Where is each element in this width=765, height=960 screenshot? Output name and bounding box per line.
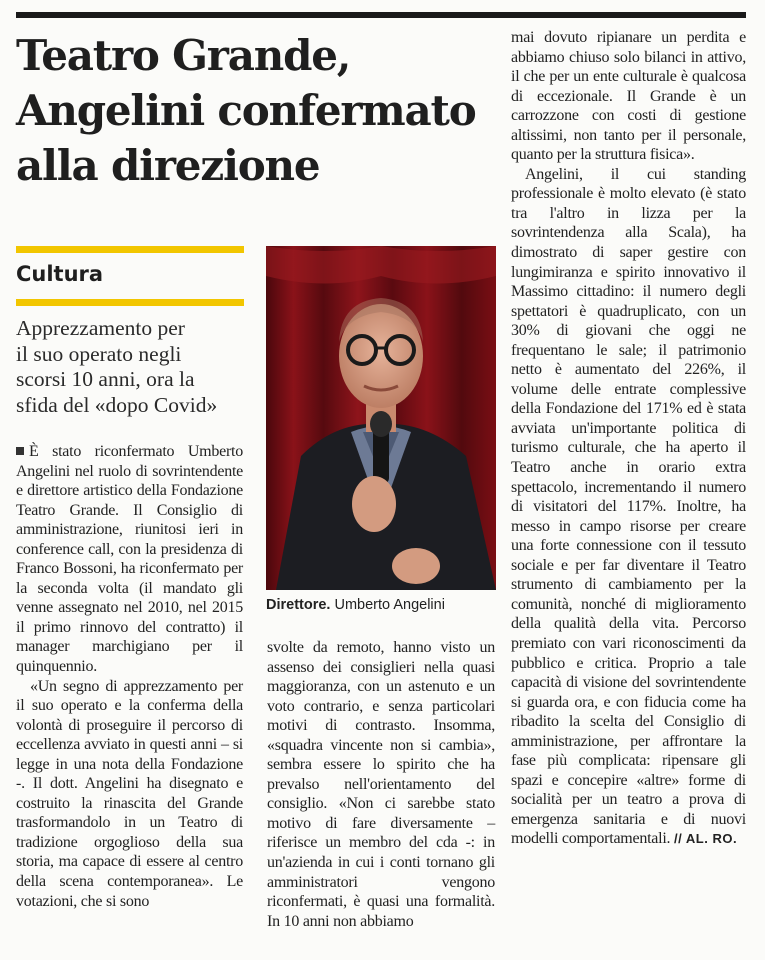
section-label: Cultura: [16, 262, 104, 286]
section-bar-bottom: [16, 299, 244, 306]
deck-line-1: Apprezzamento per: [16, 316, 185, 340]
caption-label: Direttore.: [266, 597, 331, 613]
portrait-illustration: [266, 246, 496, 590]
paragraph-1: È stato riconfermato Umberto Angelini nel ruolo di sovrintendente e direttore artistico della Fondazione Teatro Grande. Il Consiglio di amministrazione, riunitosi ieri in conference call, con la presidenza di Franco Bossoni, ha riconfermato per la seconda volta (il mandato gli venne assegnato nel 2010, nel 2015 il primo rinnovo del contratto) il manager marchigiano per il quinquennio.: [16, 443, 243, 676]
deck-line-3: scorsi 10 anni, ora la: [16, 367, 195, 391]
article-column-1: [16, 442, 243, 911]
deck-line-2: il suo operato negli: [16, 341, 182, 366]
headline-line-3: alla direzione: [16, 141, 320, 190]
paragraph-2: «Un segno di apprezzamento per il suo operato e la conferma della volontà di proseguire il percorso di eccellenza avviato in questi anni – si legge in una nota della Fondazione -. Il dott. Angelini ha disegnato e costruito la rinascita del Grande trasformandolo in un Teatro di tradizione orgoglioso della sua storia, ma capace di essere al centro della scena contemporanea». Le votazioni, che si sono: [16, 677, 243, 910]
bullet-square-icon: [16, 447, 24, 455]
top-rule: [16, 12, 746, 18]
deck-subtitle: [16, 316, 251, 418]
article-column-3: [511, 28, 746, 849]
headline-line-1: Teatro Grande,: [16, 31, 351, 80]
author-signature: // AL. RO.: [674, 831, 738, 847]
paragraph-4: mai dovuto ripianare un perdita e abbiamo chiuso solo bilanci in attivo, il che per un ente culturale è qualcosa di eccezionale. Il Grande è un carrozzone con costi di gestione altissimi, non tanto per il personale, quanto per la struttura fisica».: [511, 29, 746, 164]
paragraph-5: Angelini, il cui standing professionale è molto elevato (è stato tra l'altro in lizza per la sovrintendenza alla Scala), ha dimostrato di saper gestire con lungimiranza e spirito innovativo il Massimo cittadino: il numero degli spettatori è quadruplicato, con un 30% di giovani che oggi ne frequentano le sale; il patrimonio netto è aumentato del 226%, il volume delle entrate complessive della Fondazione del 171% ed è stata avviata un'importante politica di turismo culturale, che ha aperto il Teatro anche in orario extra spettacolo, incrementando il numero di visitatori del 117%. Inoltre, ha messo in campo risorse per creare una forte connessione con il tessuto sociale e per far diventare il Teatro strumento di cambiamento per la comunità, nonché di miglioramento della qualità della vita. Percorso premiato con vari riconoscimenti da pubblico e critica. Proprio a tale capacità di visione del sovrintendente si guarda ora, e con fiducia come ha ribadito la scelta del Consiglio di amministrazione, per affrontare la fase più complicata: ripensare gli spazi e concepire «altre» forme di socialità per un teatro a prova di emergenza sanitaria e di nuovi modelli comportamentali.: [511, 165, 746, 848]
headline-line-2: Angelini confermato: [16, 86, 476, 135]
headline: [16, 28, 496, 193]
article-column-2: [267, 638, 495, 931]
photo-caption: [266, 597, 506, 613]
deck-line-4: sfida del «dopo Covid»: [16, 392, 218, 417]
caption-name: Umberto Angelini: [334, 597, 445, 613]
paragraph-3: svolte da remoto, hanno visto un assenso dei consiglieri nella quasi maggioranza, con un astenuto e un voto contrario, e senza particolari motivi di contrasto. Insomma, «squadra vincente non si cambia», sembra essere lo spirito che ha prevalso nell'orientamento del consiglio. «Non ci sarebbe stato motivo di fare diversamente – riferisce un membro del cda -: in un'azienda in cui i conti tornano gli amministratori vengono riconfermati, è quasi una formalità. In 10 anni non abbiamo: [267, 639, 495, 930]
section-bar-top: [16, 246, 244, 253]
portrait-photo: [266, 246, 496, 590]
